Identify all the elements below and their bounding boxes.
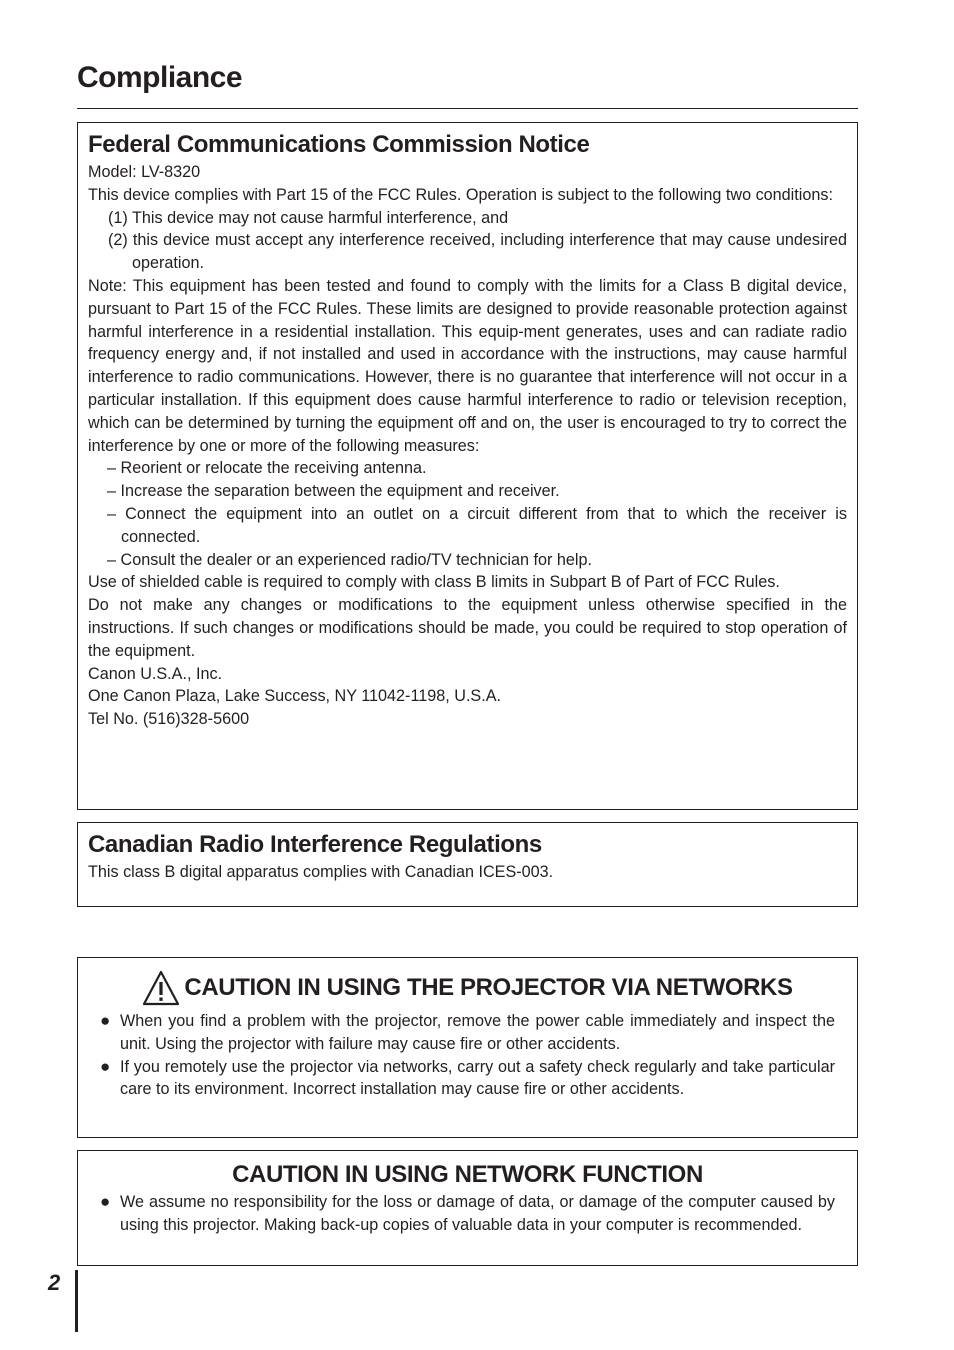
- caution-bullet-item: ● If you remotely use the projector via networks, carry out a safety check regularly and take particular care to its environment. Incorrect installation may cause fire or other accidents.: [100, 1056, 835, 1102]
- fcc-heading: Federal Communications Commission Notice: [88, 131, 590, 158]
- page-number: 2: [48, 1270, 61, 1295]
- condition-item: (2) this device must accept any interference received, including interference that may cause undesired operation.: [108, 231, 847, 273]
- caution-networks-title: [100, 970, 835, 1006]
- page-number-bar: [75, 1270, 78, 1332]
- fcc-notice-box: [77, 122, 858, 810]
- measure-item: – Connect the equipment into an outlet on a circuit different from that to which the receiver is connected.: [107, 504, 847, 546]
- company-address: One Canon Plaza, Lake Success, NY 11042-1198, U.S.A.: [88, 687, 502, 706]
- canada-text: This class B digital apparatus complies with Canadian ICES-003.: [88, 863, 554, 881]
- caution-bullet-item: ● We assume no responsibility for the loss or damage of data, or damage of the computer caused by using this projector. Making back-up copies of valuable data in your computer is recommended.: [100, 1191, 835, 1237]
- canada-regulations-box: [77, 822, 858, 907]
- bullet-icon: ●: [100, 1056, 111, 1076]
- condition-item: (1) This device may not cause harmful interference, and: [108, 208, 509, 227]
- fcc-body: [88, 161, 847, 731]
- caution-function-title: [100, 1159, 835, 1191]
- caution-networks-heading: CAUTION IN USING THE PROJECTOR VIA NETWORKS: [184, 974, 793, 1001]
- model-text: Model: LV-8320: [88, 163, 201, 181]
- warning-triangle-icon: [142, 970, 180, 1006]
- page-title: Compliance: [77, 61, 243, 94]
- canada-heading: Canadian Radio Interference Regulations: [88, 831, 542, 858]
- measure-item: – Increase the separation between the equipment and receiver.: [107, 482, 560, 501]
- measure-item: – Reorient or relocate the receiving antenna.: [107, 459, 427, 478]
- shielded-cable-text: Use of shielded cable is required to comply with class B limits in Subpart B of Part of FCC Rules.: [88, 573, 780, 592]
- caution-bullet-item: ● When you find a problem with the projector, remove the power cable immediately and inspect the unit. Using the projector with failure may cause fire or other accidents.: [100, 1010, 835, 1056]
- title-divider: [77, 108, 858, 109]
- caution-function-heading: CAUTION IN USING NETWORK FUNCTION: [232, 1161, 703, 1188]
- measure-item: – Consult the dealer or an experienced radio/TV technician for help.: [107, 550, 593, 569]
- caution-function-box: [77, 1150, 858, 1266]
- fcc-note: Note: This equipment has been tested and found to comply with the limits for a Class B digital device, pursuant to Part 15 of the FCC Rules. These limits are designed to provide reasonable protection against harmful interference in a residential installation. This equip-ment generates, uses and can radiate radio frequency energy and, if not installed and used in accordance with the instructions, may cause harmful interference to radio communications. However, there is no guarantee that interference will not occur in a particular installation. If this equipment does cause harmful interference to radio or television reception, which can be determined by turning the equipment off and on, the user is encouraged to try to correct the interference by one or more of the following measures:: [88, 276, 847, 455]
- fcc-intro: This device complies with Part 15 of the FCC Rules. Operation is subject to the following two conditions:: [88, 185, 833, 204]
- company-tel: Tel No. (516)328-5600: [88, 710, 250, 729]
- bullet-icon: ●: [100, 1192, 111, 1211]
- caution-networks-box: [77, 957, 858, 1138]
- company-name: Canon U.S.A., Inc.: [88, 664, 223, 683]
- bullet-icon: ●: [100, 1011, 111, 1030]
- modifications-text: Do not make any changes or modifications to the equipment unless otherwise specified in the instructions. If such changes or modifications should be made, you could be required to stop operation of the equipment.: [88, 596, 847, 660]
